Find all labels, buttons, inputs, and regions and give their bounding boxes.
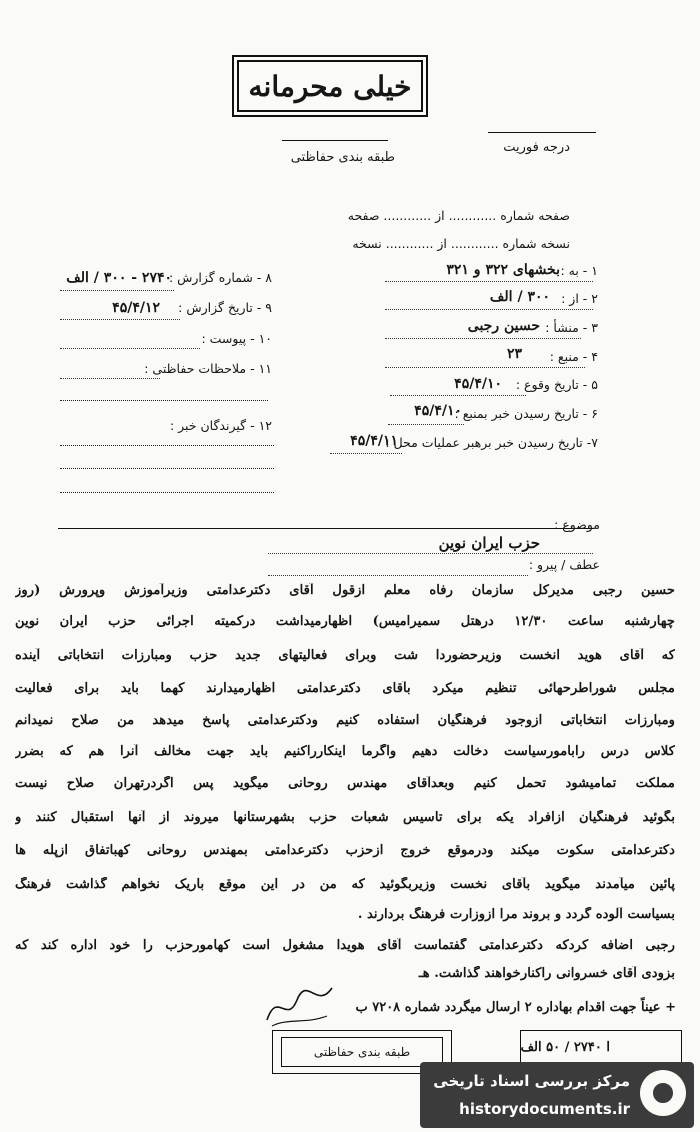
watermark-url: historydocuments.ir	[459, 1100, 630, 1118]
body-line-10: پائین میآمدند میگوید بآقای نخست وزیربگوئید که من در این موقع باریک نخواهم گذاشت فرهنگ	[15, 877, 675, 892]
subject-line	[268, 553, 593, 554]
recipients-line-1	[60, 445, 274, 446]
subject-value: حزب ایران نوین	[438, 534, 540, 552]
confidential-stamp	[232, 55, 428, 117]
to-value: بخشهای ۳۲۲ و ۳۲۱	[446, 262, 560, 278]
body-line-2: چهارشنبه ساعت ۱۲/۳۰ درهتل سمیرامیس) اظهارمیداشت درکمیته اجرائی حزب ایران نوین	[15, 614, 675, 629]
body-line-5: ومبارزات انتخاباتی ازوجود فرهنگیان استفاده کنیم ودکترعدامتی پاسخ میدهد من صلاح نمیدانم	[15, 713, 675, 728]
body-line-4: مجلس شوراطرحهائی تنظیم میکرد بآقای دکترعدامتی اظهارمیدارند کهما باید برای فعالیت	[15, 681, 675, 696]
to-label: ۱ - به :	[560, 263, 598, 278]
report-number-line	[60, 290, 174, 291]
archive-watermark	[420, 1062, 694, 1128]
occurrence-value: ۴۵/۴/۱۰	[454, 376, 502, 392]
reference-line	[268, 575, 528, 576]
received-value: ۴۵/۴/۱۰	[414, 403, 462, 419]
signature-scribble	[262, 980, 342, 1030]
report-number-label: ۸ - شماره گزارش :	[168, 270, 272, 285]
section-divider	[58, 528, 593, 529]
origin-value: حسین رجبی	[467, 318, 540, 334]
body-line-12: رجبی اضافه کردکه دکترعدامتی گفتماست آقای هویدا مشغول است کهامورحزب را خود اداره کند که	[15, 938, 675, 953]
archive-logo-icon	[640, 1070, 686, 1116]
report-date-label: ۹ - تاریخ گزارش :	[178, 300, 272, 315]
occurrence-label: ۵ - تاریخ وقوع :	[515, 377, 598, 392]
remarks-label: ۱۱ - ملاحظات حفاظتی :	[144, 361, 272, 376]
from-line	[385, 309, 593, 310]
classification-rule	[282, 140, 388, 141]
occurrence-line	[390, 395, 526, 396]
footer-stamp-number: ا ۲۷۴۰ / ۵۰ الف	[520, 1040, 610, 1055]
source-line	[385, 367, 585, 368]
subject-label: موضوع :	[554, 517, 600, 532]
footer-stamp-box	[520, 1030, 682, 1066]
ops-value: ۴۵/۴/۱۱	[350, 433, 398, 449]
classification-label: طبقه بندی حفاظتی	[290, 150, 395, 165]
source-label: ۴ - منبع :	[549, 349, 598, 364]
classification-stamp-inner	[281, 1037, 443, 1067]
recipients-line-2	[60, 468, 274, 469]
ops-line	[330, 453, 402, 454]
report-number-value: ۲۷۴۰ - ۳۰۰ / الف	[66, 270, 172, 286]
remarks-line	[60, 378, 160, 379]
body-line-1: حسین رجبی مدیرکل سازمان رفاه معلم ازقول آقای دکترعدامتی وزیرآموزش وپرورش (روز	[15, 583, 675, 598]
page-number-field: صفحه شماره ............ از ............ صفحه	[347, 208, 570, 223]
received-line	[388, 424, 464, 425]
body-line-11: بسیاست آلوده گردد و بروند مرا ازوزارت فرهنگ بردارند .	[357, 907, 675, 922]
body-line-9: دکترعدامتی سکوت میکند ودرموقع خروج ازحزب دکترعدامتی بمهندس روحانی کهباتفاق ازپله ها	[15, 843, 675, 858]
report-date-value: ۴۵/۴/۱۲	[112, 300, 160, 316]
origin-label: ۳ - منشأ :	[545, 320, 598, 335]
origin-line	[385, 338, 581, 339]
handwritten-note: + عیناً جهت اقدام بهاداره ۲ ارسال میگردد شماره ۷۲۰۸ ب	[355, 1000, 676, 1015]
remarks-line-2	[60, 400, 268, 401]
report-date-line	[60, 319, 180, 320]
received-label: ۶ - تاریخ رسیدن خبر بمنبع :	[454, 406, 598, 421]
watermark-title: مرکز بررسی اسناد تاریخی	[433, 1072, 630, 1090]
from-label: ۲ - از :	[561, 291, 598, 306]
priority-rule	[488, 132, 596, 133]
ops-label: ۷- تاریخ رسیدن خبر برهبر عملیات محل :	[385, 435, 598, 450]
copy-number-field: نسخه شماره ............ از ............ نسخه	[352, 236, 570, 251]
classification-stamp-text: طبقه بندی حفاظتی	[313, 1045, 411, 1059]
from-value: ۳۰۰ / الف	[489, 289, 550, 305]
recipients-label: ۱۲ - گیرندگان خبر :	[169, 418, 272, 433]
stamp-title: خیلی محرمانه	[248, 69, 412, 103]
attachment-label: ۱۰ - پیوست :	[201, 331, 272, 346]
priority-label: درجه فوریت	[503, 140, 570, 155]
body-line-8: بگوئید فرهنگیان ازافراد یکه برای تاسیس شعبات حزب بشهرستانها میروند از آنها استقبال کنند و	[15, 810, 675, 825]
to-line	[385, 281, 593, 282]
source-value: ۲۳	[506, 346, 522, 362]
body-line-3: که آقای هوید انخست وزیرحضوردا شت وبرای فعالیتهای جدید حزب ومبارزات انتخاباتی آینده	[15, 648, 675, 663]
body-line-13: بزودی آقای خسروانی راکنارخواهند گذاشت. هـ	[418, 966, 675, 981]
body-line-7: مملکت تمامیشود تحمل کنیم وبعدآقای مهندس روحانی میگوید پس اگردرتهران صلاح نیست	[15, 776, 675, 791]
attachment-line	[60, 348, 200, 349]
body-line-6: کلاس درس رابامورسیاست دخالت دهیم واگرما اینکارراکنیم باید جهت مخالف آنرا هم که بضرر	[15, 744, 675, 759]
recipients-line-3	[60, 492, 274, 493]
reference-label: عطف / پیرو :	[528, 557, 600, 572]
